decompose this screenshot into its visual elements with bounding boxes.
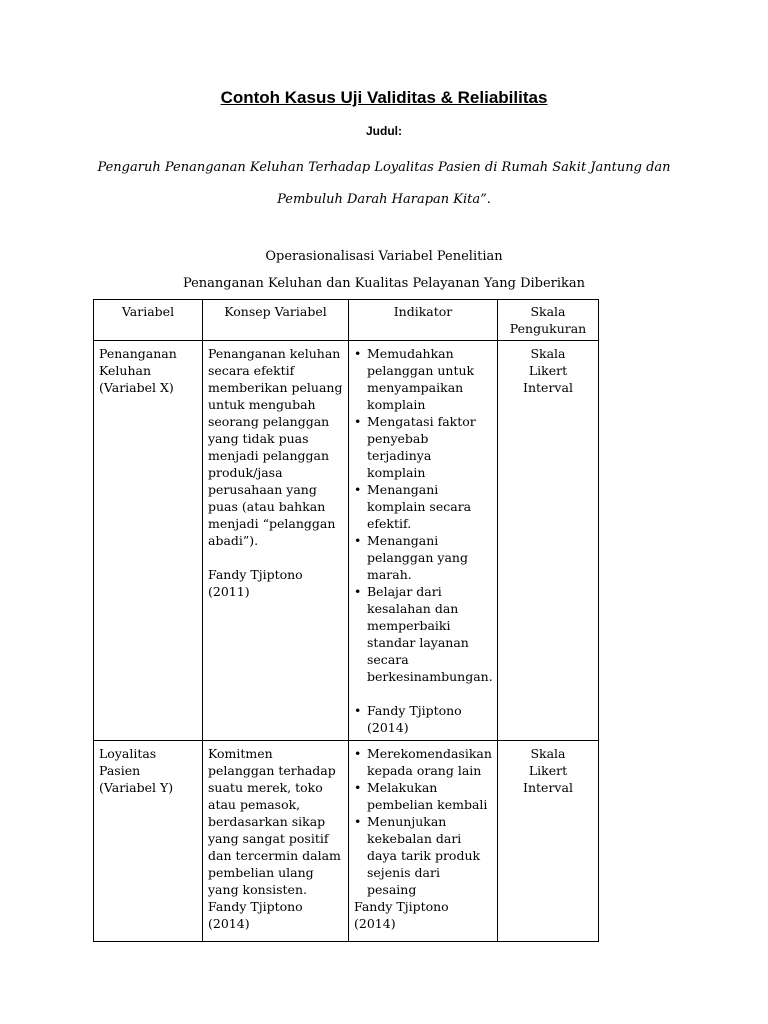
table-header-row: [94, 300, 599, 341]
bullet-icon: •: [354, 780, 362, 795]
indikator-text: Memudahkan pelanggan untuk menyampaikan komplain: [367, 346, 475, 412]
cell-skala: [498, 341, 599, 741]
variabel-line: (Variabel Y): [99, 780, 174, 795]
list-item: [354, 413, 492, 481]
list-item: [354, 813, 492, 898]
indikator-text: Menangani pelanggan yang marah.: [367, 533, 468, 582]
header-skala-pengukuran: Skala Pengukuran: [498, 300, 599, 341]
indikator-source: Fandy Tjiptono (2014): [367, 703, 462, 735]
bullet-icon: •: [354, 584, 362, 599]
table-row: [94, 741, 599, 942]
indikator-source-list: [354, 702, 492, 736]
list-item: [354, 532, 492, 583]
list-item: [354, 779, 492, 813]
bullet-icon: •: [354, 482, 362, 497]
variabel-line: Keluhan: [99, 363, 152, 378]
research-title-line-2: Pembuluh Darah Harapan Kita”.: [277, 192, 491, 207]
skala-line: Likert: [528, 363, 568, 378]
skala-line: Skala: [530, 746, 566, 761]
indikator-list: [354, 745, 492, 898]
cell-variabel: [94, 341, 203, 741]
variabel-line: Penanganan: [99, 346, 177, 361]
page-title: Contoh Kasus Uji Validitas & Reliabilitas: [220, 88, 548, 107]
bullet-icon: •: [354, 814, 362, 829]
bullet-icon: •: [354, 414, 362, 429]
research-title-line-1: Pengaruh Penanganan Keluhan Terhadap Loyalitas Pasien di Rumah Sakit Jantung dan: [97, 160, 671, 175]
header-variabel: Variabel: [94, 300, 203, 341]
variable-operationalization-table: [93, 299, 599, 942]
list-item: [354, 345, 492, 413]
header-indikator: Indikator: [349, 300, 498, 341]
variabel-line: (Variabel X): [99, 380, 174, 395]
cell-variabel: [94, 741, 203, 942]
judul-label: Judul:: [366, 124, 402, 138]
konsep-source: Fandy Tjiptono (2011): [208, 567, 303, 599]
cell-konsep: [203, 741, 349, 942]
variabel-line: Pasien: [99, 763, 141, 778]
skala-line: Interval: [523, 380, 573, 395]
indikator-text: Belajar dari kesalahan dan memperbaiki standar layanan secara berkesinambungan.: [367, 584, 493, 684]
list-item: [354, 702, 492, 736]
variabel-line: Loyalitas: [99, 746, 157, 761]
bullet-icon: •: [354, 346, 362, 361]
table-row: [94, 341, 599, 741]
list-item: [354, 481, 492, 532]
indikator-text: Melakukan pembelian kembali: [367, 780, 488, 812]
indikator-text: Mengatasi faktor penyebab terjadinya komplain: [367, 414, 476, 480]
cell-skala: [498, 741, 599, 942]
section-subheading: Penanganan Keluhan dan Kualitas Pelayanan Yang Diberikan: [182, 276, 586, 291]
header-konsep-variabel: Konsep Variabel: [203, 300, 349, 341]
cell-indikator: [349, 341, 498, 741]
indikator-text: Menangani komplain secara efektif.: [367, 482, 472, 531]
indikator-text: Menunjukan kekebalan dari daya tarik produk sejenis dari pesaing: [367, 814, 481, 897]
skala-line: Interval: [523, 780, 573, 795]
skala-line: Likert: [528, 763, 568, 778]
list-item: [354, 583, 492, 685]
indikator-list: [354, 345, 492, 685]
section-heading: Operasionalisasi Variabel Penelitian: [265, 249, 503, 264]
cell-indikator: [349, 741, 498, 942]
list-item: [354, 745, 492, 779]
bullet-icon: •: [354, 703, 362, 718]
konsep-source: Fandy Tjiptono (2014): [208, 899, 303, 931]
indikator-text: Merekomendasikan kepada orang lain: [367, 746, 492, 778]
konsep-text: Penanganan keluhan secara efektif memberikan peluang untuk mengubah seorang pelanggan yang tidak puas menjadi pelanggan produk/jasa perusahaan yang puas (atau bahkan menjadi “pelanggan abadi”).: [208, 346, 343, 548]
indikator-source: Fandy Tjiptono (2014): [354, 899, 449, 931]
konsep-text: Komitmen pelanggan terhadap suatu merek, toko atau pemasok, berdasarkan sikap yang sangat positif dan tercermin dalam pembelian ulang yang konsisten.: [208, 746, 341, 897]
bullet-icon: •: [354, 746, 362, 761]
bullet-icon: •: [354, 533, 362, 548]
skala-line: Skala: [530, 346, 566, 361]
cell-konsep: [203, 341, 349, 741]
